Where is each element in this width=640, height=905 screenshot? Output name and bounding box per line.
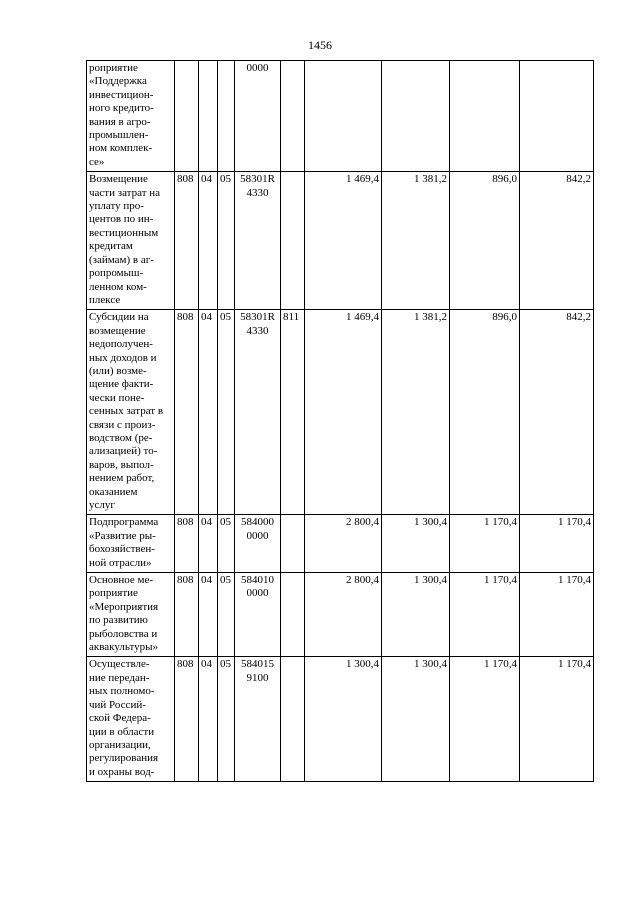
expense-type-cell — [281, 657, 305, 782]
amount-cell-1: 2 800,4 — [305, 573, 382, 657]
name-cell: Подпрограмма «Развитие ры- бохозяйствен- ной отрасли» — [87, 515, 175, 573]
section-cell — [199, 61, 218, 172]
section-cell: 04 — [199, 657, 218, 782]
amount-cell-3: 1 170,4 — [450, 515, 520, 573]
section-cell: 04 — [199, 573, 218, 657]
target-article-cell: 584015 9100 — [235, 657, 281, 782]
grbs-cell: 808 — [175, 573, 199, 657]
amount-cell-4: 1 170,4 — [520, 657, 594, 782]
amount-cell-3: 896,0 — [450, 310, 520, 515]
table-row — [87, 573, 594, 657]
subsection-cell — [218, 61, 235, 172]
section-cell: 04 — [199, 172, 218, 310]
amount-cell-2: 1 381,2 — [382, 310, 450, 515]
amount-cell-4: 842,2 — [520, 310, 594, 515]
table-row — [87, 172, 594, 310]
subsection-cell: 05 — [218, 310, 235, 515]
amount-cell-1: 2 800,4 — [305, 515, 382, 573]
subsection-cell: 05 — [218, 573, 235, 657]
amount-cell-2 — [382, 61, 450, 172]
grbs-cell: 808 — [175, 657, 199, 782]
budget-table — [86, 60, 594, 782]
amount-cell-3: 1 170,4 — [450, 657, 520, 782]
target-article-cell: 584000 0000 — [235, 515, 281, 573]
amount-cell-4: 1 170,4 — [520, 515, 594, 573]
amount-cell-4 — [520, 61, 594, 172]
amount-cell-2: 1 300,4 — [382, 515, 450, 573]
amount-cell-1: 1 469,4 — [305, 172, 382, 310]
grbs-cell: 808 — [175, 515, 199, 573]
table-row — [87, 61, 594, 172]
amount-cell-2: 1 300,4 — [382, 573, 450, 657]
table-row — [87, 657, 594, 782]
section-cell: 04 — [199, 310, 218, 515]
expense-type-cell — [281, 573, 305, 657]
amount-cell-3: 896,0 — [450, 172, 520, 310]
amount-cell-2: 1 381,2 — [382, 172, 450, 310]
name-cell: роприятие «Поддержка инвестицион- ного кредито- вания в агро- промышлен- ном комплек- се» — [87, 61, 175, 172]
amount-cell-1: 1 469,4 — [305, 310, 382, 515]
amount-cell-4: 842,2 — [520, 172, 594, 310]
table-row — [87, 310, 594, 515]
subsection-cell: 05 — [218, 657, 235, 782]
expense-type-cell — [281, 172, 305, 310]
subsection-cell: 05 — [218, 515, 235, 573]
section-cell: 04 — [199, 515, 218, 573]
subsection-cell: 05 — [218, 172, 235, 310]
expense-type-cell — [281, 61, 305, 172]
target-article-cell: 0000 — [235, 61, 281, 172]
grbs-cell — [175, 61, 199, 172]
name-cell: Осуществле- ние передан- ных полномо- чий Россий- ской Федера- ции в области организации, регулирования и охраны вод- — [87, 657, 175, 782]
amount-cell-3: 1 170,4 — [450, 573, 520, 657]
target-article-cell: 58301R 4330 — [235, 172, 281, 310]
grbs-cell: 808 — [175, 310, 199, 515]
expense-type-cell: 811 — [281, 310, 305, 515]
target-article-cell: 58301R 4330 — [235, 310, 281, 515]
name-cell: Основное ме- роприятие «Мероприятия по развитию рыболовства и аквакультуры» — [87, 573, 175, 657]
name-cell: Субсидии на возмещение недополучен- ных доходов и (или) возме- щение факти- чески поне- сенных затрат в связи с произ- водством (ре- ализацией) то- варов, выпол- нением работ, оказанием услуг — [87, 310, 175, 515]
amount-cell-3 — [450, 61, 520, 172]
name-cell: Возмещение части затрат на уплату про- центов по ин- вестиционным кредитам (займам) в аг- ропромыш- ленном ком- плексе — [87, 172, 175, 310]
page-number: 1456 — [308, 38, 332, 52]
grbs-cell: 808 — [175, 172, 199, 310]
amount-cell-4: 1 170,4 — [520, 573, 594, 657]
amount-cell-1: 1 300,4 — [305, 657, 382, 782]
table-row — [87, 515, 594, 573]
target-article-cell: 584010 0000 — [235, 573, 281, 657]
amount-cell-1 — [305, 61, 382, 172]
expense-type-cell — [281, 515, 305, 573]
amount-cell-2: 1 300,4 — [382, 657, 450, 782]
